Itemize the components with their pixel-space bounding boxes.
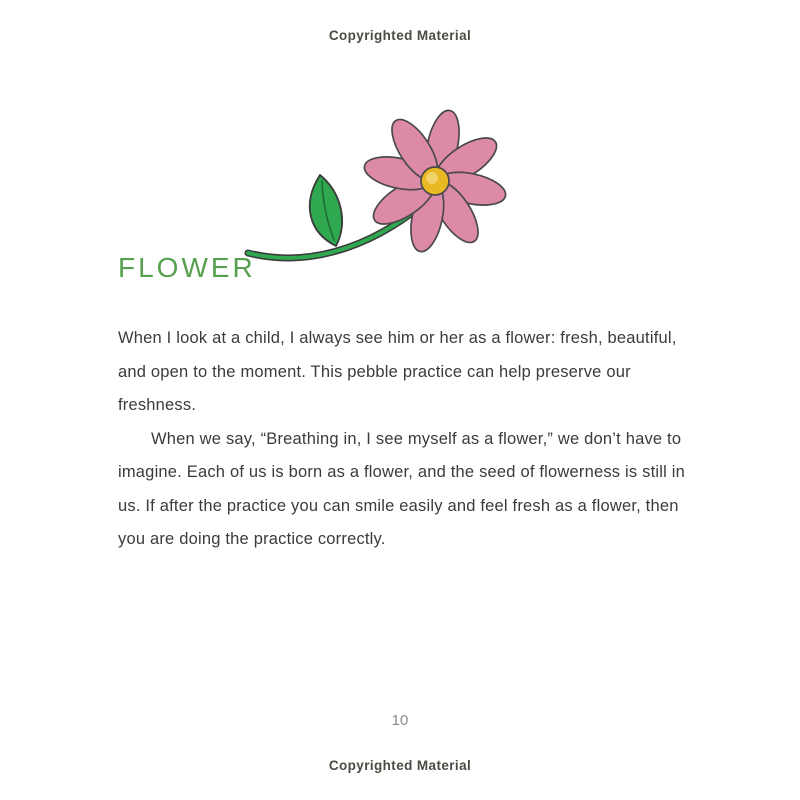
copyright-notice-top: Copyrighted Material <box>328 28 472 43</box>
copyright-notice-bottom: Copyrighted Material <box>328 758 472 773</box>
paragraph-1: When I look at a child, I always see him or her as a flower: fresh, beautiful, and open to the moment. This pebble practice can help preserve our freshness. <box>118 329 677 414</box>
flower-center <box>421 167 449 195</box>
chapter-heading: FLOWER <box>118 252 256 283</box>
paragraph-2: When we say, “Breathing in, I see myself as a flower,” we don’t have to imagine. Each of us is born as a flower, and the seed of flowerness is still in us. If after the practice you can smile easily and feel fresh as a flower, then you are doing the practice correctly. <box>118 429 686 548</box>
body-text <box>118 322 688 557</box>
flower-illustration <box>240 103 530 278</box>
page-number: 10 <box>391 712 409 729</box>
leaf-icon <box>310 175 342 246</box>
